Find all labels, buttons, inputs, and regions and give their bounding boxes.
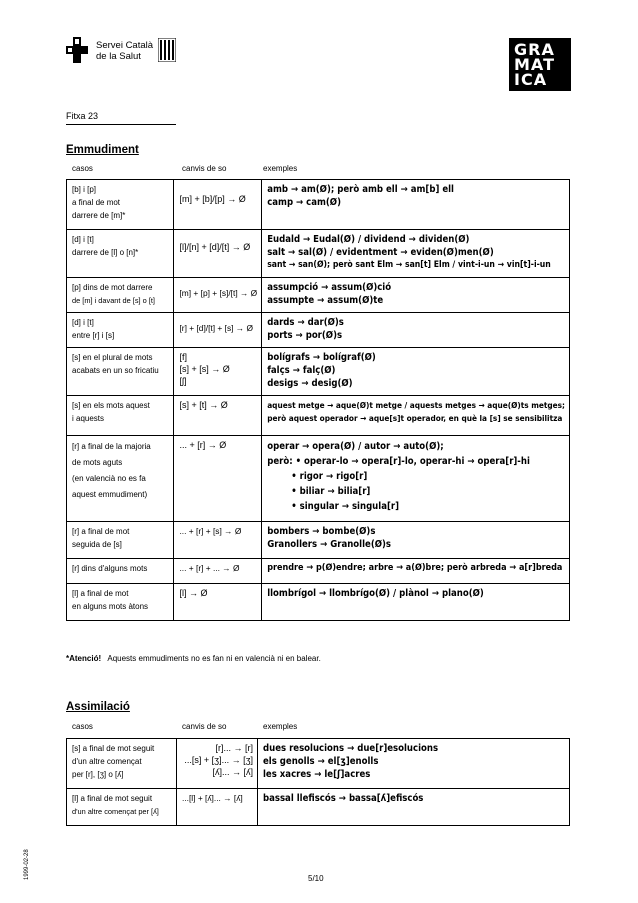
casos-text: de mots aguts xyxy=(72,458,123,467)
exemple-text: però: • operar-lo → opera[r]-lo, operar-hi → opera[r]-hi xyxy=(267,456,530,467)
attention-label: *Atenció! xyxy=(66,654,102,663)
exemple-text: assumpte → assum(Ø)te xyxy=(267,295,384,306)
side-date-code: 1999-02-28 xyxy=(24,849,30,880)
exemple-text: però aquest operador → aque[s]t operador, en què la [s] se sensibilitza xyxy=(267,413,563,423)
canvis-cell xyxy=(177,789,258,826)
exemples-cell xyxy=(262,230,570,278)
canvis-cell xyxy=(174,559,262,584)
casos-text: a final de mot xyxy=(72,198,121,207)
casos-text: de [m] i davant de [s] o [t] xyxy=(72,296,155,305)
casos-cell xyxy=(67,313,174,348)
casos-text: [r] a final de mot xyxy=(72,527,130,536)
casos-cell xyxy=(67,278,174,313)
emmudiment-table xyxy=(66,179,570,621)
casos-text: (en valencià no es fa xyxy=(72,474,146,483)
assimilacio-table xyxy=(66,738,570,826)
canvis-text: [l]/[n] + [d]/[t] → Ø xyxy=(179,242,251,252)
org-name xyxy=(96,40,153,62)
casos-text: [d] i [t] xyxy=(72,318,94,327)
attention-note xyxy=(66,654,321,663)
col-header-canvis: canvis de so xyxy=(182,164,227,173)
canvis-text: ... + [r] → Ø xyxy=(179,440,227,450)
exemples-cell xyxy=(258,739,570,789)
casos-text: [p] dins de mot darrere xyxy=(72,283,153,292)
table-row xyxy=(67,739,570,789)
exemple-text: llombrígol → llombrígo(Ø) / plànol → plano(Ø) xyxy=(267,588,484,599)
exemple-text: falçs → falç(Ø) xyxy=(267,365,336,376)
casos-text: [l] a final de mot seguit xyxy=(72,794,153,803)
canvis-cell xyxy=(174,436,262,522)
exemples-cell xyxy=(262,436,570,522)
section-title-assimilacio: Assimilació xyxy=(66,701,130,713)
exemple-text: assumpció → assum(Ø)ció xyxy=(267,282,392,293)
exemple-text: bassal llefiscós → bassa[ʎ]efiscós xyxy=(263,793,424,804)
canvis-text: ...[s] + [ʒ]... → [ʒ] xyxy=(184,755,253,765)
table-row xyxy=(67,180,570,230)
exemples-cell xyxy=(262,584,570,621)
canvis-cell xyxy=(174,584,262,621)
casos-cell xyxy=(67,789,177,826)
casos-cell xyxy=(67,584,174,621)
exemple-text: salt → sal(Ø) / evidentment → eviden(Ø)men(Ø) xyxy=(267,247,494,258)
exemple-text: • singular → singula[r] xyxy=(291,501,399,512)
exemple-text: desigs → desig(Ø) xyxy=(267,378,353,389)
org-name-line2: de la Salut xyxy=(96,51,141,62)
exemple-text: bolígrafs → bolígraf(Ø) xyxy=(267,352,376,363)
col-header-exemples: exemples xyxy=(263,164,298,173)
exemple-text: prendre → p(Ø)endre; arbre → a(Ø)bre; però arbreda → a[r]breda xyxy=(267,563,563,573)
table-row xyxy=(67,230,570,278)
exemples-cell xyxy=(262,348,570,396)
exemples-cell xyxy=(262,180,570,230)
table-row xyxy=(67,396,570,436)
col-header-exemples: exemples xyxy=(263,722,298,731)
casos-text: i aquests xyxy=(72,414,105,423)
table-row xyxy=(67,559,570,584)
exemple-text: ports → por(Ø)s xyxy=(267,330,343,341)
exemple-text: aquest metge → aque(Ø)t metge / aquests metges → aque(Ø)ts metges; xyxy=(267,400,565,410)
table-row xyxy=(67,313,570,348)
section-title-emmudiment: Emmudiment xyxy=(66,144,139,156)
casos-text: seguida de [s] xyxy=(72,540,122,549)
canvis-text: [m] + [p] + [s]/[t] → Ø xyxy=(179,288,258,298)
canvis-text: ... + [r] + [s] → Ø xyxy=(179,526,242,536)
casos-text: d'un altre començat xyxy=(72,757,142,766)
casos-cell xyxy=(67,436,174,522)
gramatica-logo xyxy=(509,38,571,91)
casos-cell xyxy=(67,739,177,789)
logo-line: GRA xyxy=(514,40,555,59)
exemple-text: les xacres → le[ʃ]acres xyxy=(263,769,371,780)
exemples-cell xyxy=(262,522,570,559)
exemple-text: bombers → bombe(Ø)s xyxy=(267,526,376,537)
canvis-text: [m] + [b]/[p] → Ø xyxy=(179,194,246,204)
exemples-cell xyxy=(262,396,570,436)
col-header-casos: casos xyxy=(72,722,93,731)
canvis-text: [s] + [s] → Ø xyxy=(179,364,230,374)
canvis-cell xyxy=(174,396,262,436)
logo-line: MAT xyxy=(514,55,555,74)
canvis-text: [l] → Ø xyxy=(179,588,208,598)
logo-line: ICA xyxy=(514,70,548,89)
canvis-cell xyxy=(174,230,262,278)
casos-text: [r] a final de la majoria xyxy=(72,442,151,451)
casos-text: [b] i [p] xyxy=(72,185,97,194)
exemple-text: • biliar → bilia[r] xyxy=(291,486,371,497)
casos-text: [r] dins d'alguns mots xyxy=(72,564,148,573)
casos-cell xyxy=(67,348,174,396)
table-row xyxy=(67,789,570,826)
canvis-text: [r] + [d]/[t] + [s] → Ø xyxy=(179,323,254,333)
canvis-text: ...[l] + [ʎ]... → [ʎ] xyxy=(182,793,243,803)
fitxa-underline xyxy=(66,124,176,125)
canvis-cell xyxy=(174,313,262,348)
exemple-text: els genolls → el[ʒ]enolls xyxy=(263,756,379,767)
casos-text: per [r], [ʒ] o [ʎ] xyxy=(72,770,124,779)
exemple-text: Granollers → Granolle(Ø)s xyxy=(267,539,391,550)
table-row xyxy=(67,584,570,621)
exemple-text: Eudald → Eudal(Ø) / dividend → dividen(Ø) xyxy=(267,234,470,245)
exemple-text: operar → opera(Ø) / autor → auto(Ø); xyxy=(267,441,444,452)
casos-cell xyxy=(67,522,174,559)
exemples-cell xyxy=(262,278,570,313)
casos-cell xyxy=(67,559,174,584)
col-header-casos: casos xyxy=(72,164,93,173)
canvis-text: [ʎ]... → [ʎ] xyxy=(212,767,253,777)
exemple-text: dues resolucions → due[r]esolucions xyxy=(263,743,439,754)
canvis-cell xyxy=(174,348,262,396)
casos-text: [s] en els mots aquest xyxy=(72,401,150,410)
exemples-cell xyxy=(258,789,570,826)
casos-cell xyxy=(67,396,174,436)
canvis-cell xyxy=(177,739,258,789)
canvis-cell xyxy=(174,278,262,313)
col-header-canvis: canvis de so xyxy=(182,722,227,731)
generalitat-seal xyxy=(158,38,176,62)
casos-text: entre [r] i [s] xyxy=(72,331,115,340)
table-row xyxy=(67,522,570,559)
table-row xyxy=(67,436,570,522)
exemple-text: • rigor → rigo[r] xyxy=(291,471,368,482)
casos-text: darrere de [m]* xyxy=(72,211,126,220)
casos-cell xyxy=(67,180,174,230)
canvis-text: ... + [r] + ... → Ø xyxy=(179,563,240,573)
casos-text: darrere de [l] o [n]* xyxy=(72,248,139,257)
exemple-text: dards → dar(Ø)s xyxy=(267,317,344,328)
exemples-cell xyxy=(262,313,570,348)
org-name-line1: Servei Català xyxy=(96,40,154,51)
casos-text: acabats en un so fricatiu xyxy=(72,366,159,375)
page-number: 5/10 xyxy=(308,874,324,883)
exemple-text: camp → cam(Ø) xyxy=(267,197,341,208)
casos-text: [s] a final de mot seguit xyxy=(72,744,155,753)
casos-text: [s] en el plural de mots xyxy=(72,353,153,362)
casos-text: [d] i [t] xyxy=(72,235,94,244)
canvis-cell xyxy=(174,522,262,559)
canvis-text: [f] xyxy=(179,352,187,362)
table-row xyxy=(67,348,570,396)
fitxa-label: Fitxa 23 xyxy=(66,111,99,121)
table-row xyxy=(67,278,570,313)
canvis-text: [s] + [t] → Ø xyxy=(179,400,228,410)
exemple-text: sant → san(Ø); però sant Elm → san[t] Elm / vint-i-un → vin[t]-i-un xyxy=(267,260,551,270)
canvis-cell xyxy=(174,180,262,230)
casos-text: [l] a final de mot xyxy=(72,589,129,598)
attention-text: Aquests emmudiments no es fan ni en valencià ni en balear. xyxy=(107,654,321,663)
casos-text: aquest emmudiment) xyxy=(72,490,148,499)
canvis-text: [r]... → [r] xyxy=(215,743,253,753)
casos-text: d'un altre començat per [ʎ] xyxy=(72,807,159,816)
exemple-text: amb → am(Ø); però amb ell → am[b] ell xyxy=(267,184,454,195)
catsalut-logo xyxy=(66,37,88,63)
canvis-text: [ʃ] xyxy=(179,376,187,386)
casos-text: en alguns mots àtons xyxy=(72,602,149,611)
casos-cell xyxy=(67,230,174,278)
exemples-cell xyxy=(262,559,570,584)
